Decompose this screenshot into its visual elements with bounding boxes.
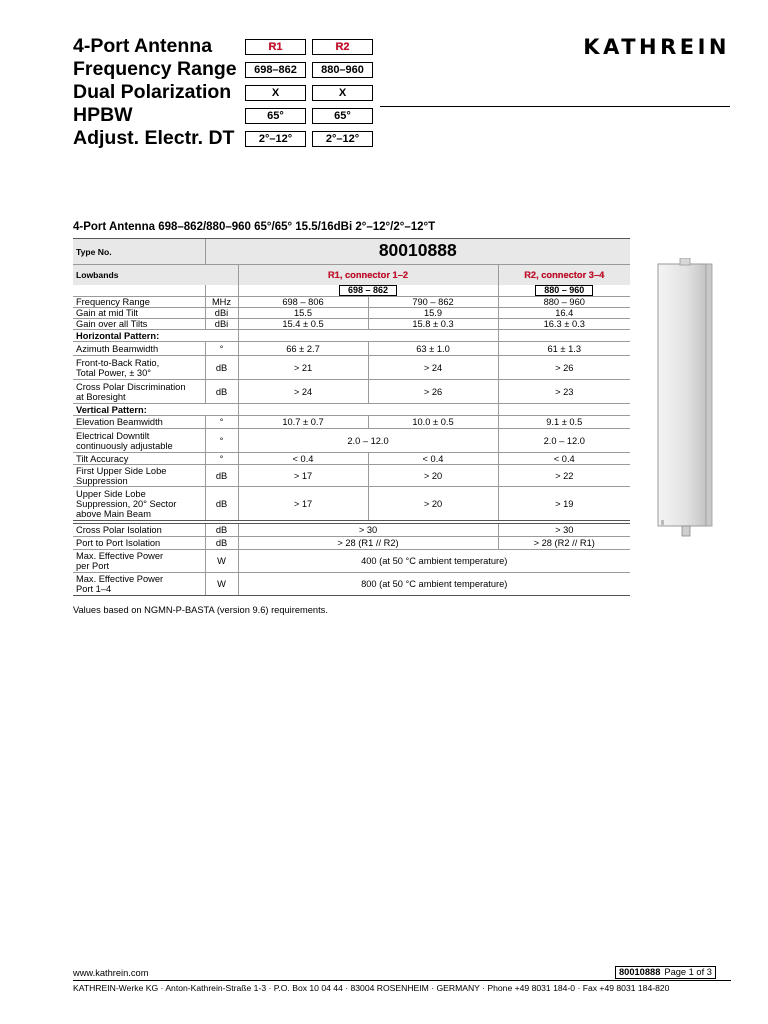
table-row — [73, 319, 630, 330]
section-title: 4-Port Antenna 698–862/880–960 65°/65° 15.5/16dBi 2°–12°/2°–12°T — [73, 221, 436, 233]
cell-r2: < 0.4 — [498, 453, 630, 465]
row-name: Elevation Beamwidth — [73, 416, 205, 429]
cell-r2: > 22 — [498, 465, 630, 487]
cell-r2: > 30 — [498, 524, 630, 537]
table-row — [73, 524, 630, 537]
cell-r2: 9.1 ± 0.5 — [498, 416, 630, 429]
table-row — [73, 308, 630, 319]
cell-r1: > 28 (R1 // R2) — [238, 537, 498, 550]
row-unit: W — [205, 550, 238, 573]
doc-number: 80010888 — [619, 967, 661, 977]
cell-r2: 16.4 — [498, 308, 630, 319]
table-row — [73, 342, 630, 356]
website-link[interactable]: www.kathrein.com — [73, 968, 149, 978]
header-value-r2: 65° — [312, 108, 373, 124]
row-unit: dB — [205, 356, 238, 380]
row-unit: ° — [205, 416, 238, 429]
table-row — [73, 356, 630, 380]
row-unit: dB — [205, 537, 238, 550]
r2-range-box: 880 – 960 — [535, 285, 593, 296]
page-number: Page 1 of 3 — [664, 967, 712, 977]
cell-r1a: 15.4 ± 0.5 — [238, 319, 368, 330]
table-row — [73, 573, 630, 596]
table-row — [73, 429, 630, 453]
cell-r1a: 10.7 ± 0.7 — [238, 416, 368, 429]
cell-r1: > 30 — [238, 524, 498, 537]
cell-all: 800 (at 50 °C ambient temperature) — [238, 573, 630, 596]
row-name: Port to Port Isolation — [73, 537, 205, 550]
row-name: Cross Polar Discrimination at Boresight — [73, 380, 205, 404]
row-unit: dB — [205, 380, 238, 404]
row-name: Max. Effective Power Port 1–4 — [73, 573, 205, 596]
row-unit: ° — [205, 453, 238, 465]
band-label: Lowbands — [73, 265, 238, 285]
header-value-r1: 65° — [245, 108, 306, 124]
type-number: 80010888 — [378, 240, 457, 260]
row-section-heading: Vertical Pattern: — [73, 404, 238, 416]
row-name: Gain at mid Tilt — [73, 308, 205, 319]
cell-r1b: < 0.4 — [368, 453, 498, 465]
band-row — [73, 265, 630, 285]
table-row — [73, 416, 630, 429]
cell-r1b: > 20 — [368, 487, 498, 521]
cell-r1b: 63 ± 1.0 — [368, 342, 498, 356]
header-label: Frequency Range — [73, 58, 237, 80]
header-value-r1: 698–862 — [245, 62, 306, 78]
cell-all: 400 (at 50 °C ambient temperature) — [238, 550, 630, 573]
cell-r2: 880 – 960 — [498, 297, 630, 308]
row-unit: ° — [205, 429, 238, 453]
table-footnote: Values based on NGMN-P-BASTA (version 9.6) requirements. — [73, 605, 328, 615]
header-label: 4-Port Antenna — [73, 35, 213, 57]
row-name: Cross Polar Isolation — [73, 524, 205, 537]
range-row — [73, 285, 630, 297]
cell-r1b: > 20 — [368, 465, 498, 487]
cell-r1a: 15.5 — [238, 308, 368, 319]
row-name: Electrical Downtilt continuously adjustable — [73, 429, 205, 453]
table-row — [73, 297, 630, 308]
row-name: Frequency Range — [73, 297, 205, 308]
cell-r1b: 10.0 ± 0.5 — [368, 416, 498, 429]
row-section-heading: Horizontal Pattern: — [73, 330, 238, 342]
cell-r1b: > 24 — [368, 356, 498, 380]
cell-r1a: < 0.4 — [238, 453, 368, 465]
section-row — [73, 330, 630, 342]
brand-logo: KATHREIN — [583, 35, 730, 59]
cell-r1a: 66 ± 2.7 — [238, 342, 368, 356]
cell-r2: 61 ± 1.3 — [498, 342, 630, 356]
r1-range-box: 698 – 862 — [339, 285, 397, 296]
spec-table — [73, 238, 630, 596]
row-name: Azimuth Beamwidth — [73, 342, 205, 356]
cell-r1b: > 26 — [368, 380, 498, 404]
row-name: Tilt Accuracy — [73, 453, 205, 465]
table-row — [73, 487, 630, 521]
header-value-r1: 2°–12° — [245, 131, 306, 147]
type-row — [73, 239, 630, 265]
r1-label: R1, connector 1–2 — [327, 269, 409, 280]
cell-r2: 2.0 – 12.0 — [498, 429, 630, 453]
page-indicator — [615, 966, 716, 979]
cell-r2: > 26 — [498, 356, 630, 380]
header-value-r1: X — [245, 85, 306, 101]
r2-label: R2, connector 3–4 — [524, 269, 605, 280]
table-row — [73, 465, 630, 487]
header-value-r2: X — [312, 85, 373, 101]
header-divider — [380, 106, 730, 107]
cell-r1a: > 24 — [238, 380, 368, 404]
cell-r1: 2.0 – 12.0 — [238, 429, 498, 453]
row-unit: MHz — [205, 297, 238, 308]
cell-r1a: > 17 — [238, 465, 368, 487]
cell-r1b: 15.8 ± 0.3 — [368, 319, 498, 330]
type-label: Type No. — [73, 239, 205, 265]
row-unit: dBi — [205, 308, 238, 319]
cell-r2: > 19 — [498, 487, 630, 521]
footer-divider — [73, 980, 731, 981]
header-label: HPBW — [73, 104, 133, 126]
antenna-product-image — [656, 258, 718, 538]
table-row — [73, 453, 630, 465]
row-name: Gain over all Tilts — [73, 319, 205, 330]
table-row — [73, 550, 630, 573]
header-label: Dual Polarization — [73, 81, 232, 103]
header-value-r2: 2°–12° — [312, 131, 373, 147]
header-value-r1: R1 — [245, 39, 306, 55]
row-unit: dB — [205, 524, 238, 537]
company-address: KATHREIN-Werke KG · Anton-Kathrein-Straße 1-3 · P.O. Box 10 04 44 · 83004 ROSENHEIM · GERMANY · Phone +49 8031 184-0 · Fax +49 8031 184-820 — [73, 983, 670, 993]
header-value-r2: R2 — [312, 39, 373, 55]
cell-r1a: > 21 — [238, 356, 368, 380]
header-label: Adjust. Electr. DT — [73, 127, 235, 149]
row-name: First Upper Side Lobe Suppression — [73, 465, 205, 487]
table-row — [73, 537, 630, 550]
row-unit: dB — [205, 487, 238, 521]
cell-r1b: 15.9 — [368, 308, 498, 319]
cell-r2: 16.3 ± 0.3 — [498, 319, 630, 330]
row-name: Front-to-Back Ratio, Total Power, ± 30° — [73, 356, 205, 380]
table-row — [73, 380, 630, 404]
cell-r2: > 28 (R2 // R1) — [498, 537, 630, 550]
header-value-r2: 880–960 — [312, 62, 373, 78]
row-unit: dB — [205, 465, 238, 487]
cell-r1a: 698 – 806 — [238, 297, 368, 308]
cell-r2: > 23 — [498, 380, 630, 404]
cell-r1b: 790 – 862 — [368, 297, 498, 308]
row-unit: W — [205, 573, 238, 596]
section-row — [73, 404, 630, 416]
row-unit: ° — [205, 342, 238, 356]
row-unit: dBi — [205, 319, 238, 330]
row-name: Upper Side Lobe Suppression, 20° Sector above Main Beam — [73, 487, 205, 521]
cell-r1a: > 17 — [238, 487, 368, 521]
row-name: Max. Effective Power per Port — [73, 550, 205, 573]
